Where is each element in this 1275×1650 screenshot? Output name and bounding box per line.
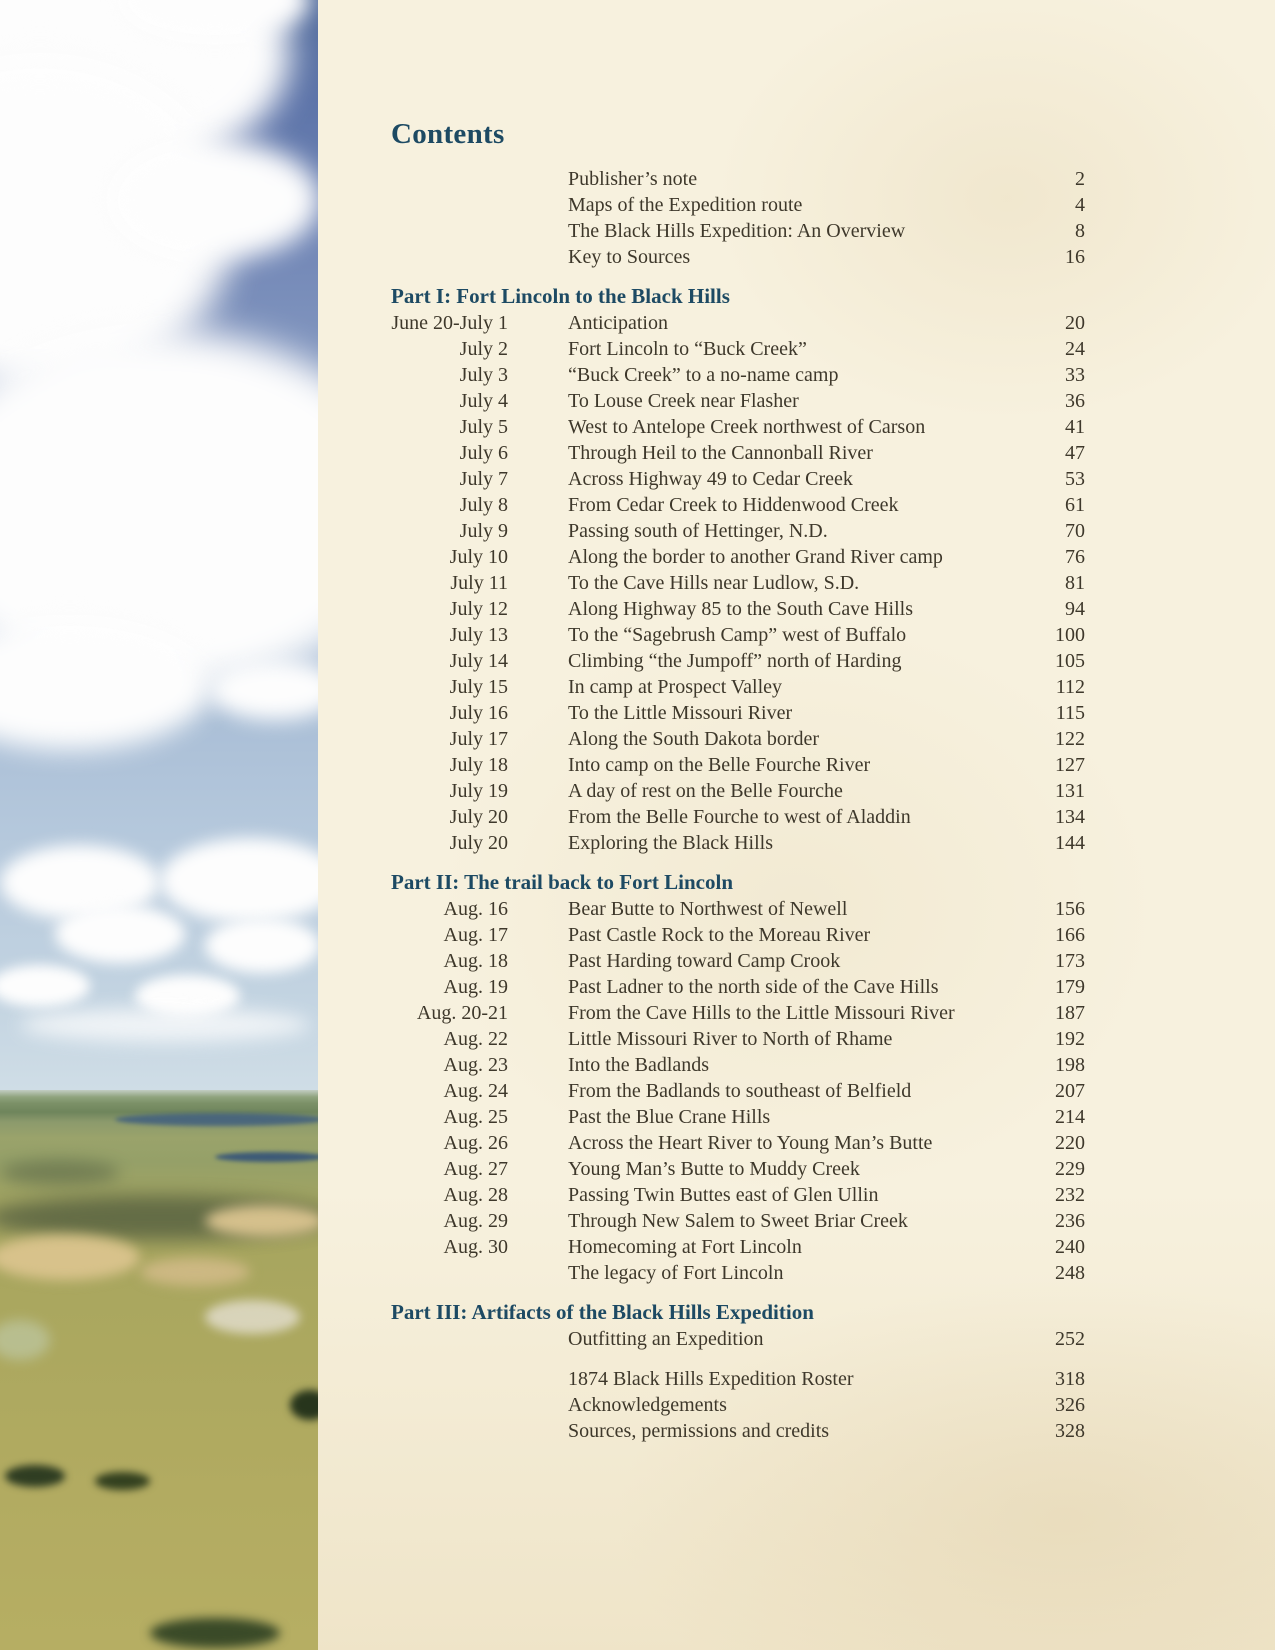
- toc-entry-date: Aug. 24: [443, 1080, 508, 1102]
- toc-entry-date: July 4: [459, 390, 508, 412]
- toc-entry: [391, 518, 1085, 544]
- toc-entry-page: 131: [1055, 780, 1085, 802]
- toc-entry-page: 166: [1055, 924, 1085, 946]
- toc-entry-date: July 8: [459, 494, 508, 516]
- part-heading: Part I: Fort Lincoln to the Black Hills: [391, 284, 730, 308]
- toc-entry-date: July 19: [449, 780, 508, 802]
- toc-entry-page: 115: [1055, 702, 1085, 724]
- toc-entry-page: 179: [1055, 976, 1085, 998]
- toc-entry-page: 252: [1055, 1328, 1085, 1350]
- toc-entry-page: 53: [1065, 468, 1085, 490]
- toc-entry-date: Aug. 28: [443, 1184, 508, 1206]
- toc-entry-page: 112: [1055, 676, 1085, 698]
- toc-entry-title: The legacy of Fort Lincoln: [568, 1262, 784, 1284]
- toc-entry: [391, 1052, 1085, 1078]
- toc-entry: [391, 804, 1085, 830]
- toc-entry-date: July 10: [449, 546, 508, 568]
- toc-entry-date: July 14: [449, 650, 508, 672]
- toc-entry: [391, 1418, 1085, 1444]
- toc-entry: [391, 948, 1085, 974]
- toc-entry-title: Along Highway 85 to the South Cave Hills: [568, 598, 913, 620]
- toc-entry-title: Along the border to another Grand River camp: [568, 546, 943, 568]
- toc-entry-page: 127: [1055, 754, 1085, 776]
- toc-entry-title: “Buck Creek” to a no-name camp: [568, 364, 839, 386]
- cloud: [55, 905, 185, 963]
- toc-entry-page: 134: [1055, 806, 1085, 828]
- toc-entry: [391, 1182, 1085, 1208]
- toc-entry-title: Sources, permissions and credits: [568, 1420, 830, 1442]
- toc-entry: [391, 336, 1085, 362]
- toc-entry-page: 4: [1075, 194, 1085, 216]
- distant-lake: [215, 1152, 318, 1162]
- toc-entry-date: Aug. 18: [443, 950, 508, 972]
- toc-entry-title: A day of rest on the Belle Fourche: [568, 780, 843, 802]
- toc-entry-title: Across the Heart River to Young Man’s Butte: [568, 1132, 933, 1154]
- toc-entry-page: 24: [1065, 338, 1085, 360]
- trees: [150, 1618, 280, 1648]
- toc-entry-page: 2: [1075, 168, 1085, 190]
- toc-entry-date: Aug. 25: [443, 1106, 508, 1128]
- toc-entry-title: Passing Twin Buttes east of Glen Ullin: [568, 1184, 879, 1206]
- shrub: [95, 1472, 150, 1490]
- toc-entry-date: July 2: [459, 338, 508, 360]
- toc-entry-date: July 9: [459, 520, 508, 542]
- toc-entry-date: Aug. 22: [443, 1028, 508, 1050]
- toc-entry-page: 16: [1065, 246, 1085, 268]
- toc-entry-date: July 7: [459, 468, 508, 490]
- toc-entry: [391, 922, 1085, 948]
- toc-entry: [391, 1104, 1085, 1130]
- toc-entry-date: July 6: [459, 442, 508, 464]
- toc-entry: [391, 192, 1085, 218]
- toc-entry-title: Through New Salem to Sweet Briar Creek: [568, 1210, 908, 1232]
- toc-entry: [391, 1326, 1085, 1352]
- toc-entry-page: 229: [1055, 1158, 1085, 1180]
- toc-entry: [391, 752, 1085, 778]
- toc-entry: [391, 362, 1085, 388]
- toc-entry: [391, 596, 1085, 622]
- toc-entry-date: July 5: [459, 416, 508, 438]
- toc-entry-title: To the “Sagebrush Camp” west of Buffalo: [568, 624, 907, 646]
- toc-entry-page: 156: [1055, 898, 1085, 920]
- toc-entry-title: Exploring the Black Hills: [568, 832, 773, 854]
- toc-entry-title: Past Castle Rock to the Moreau River: [568, 924, 871, 946]
- toc-entry-page: 318: [1055, 1368, 1085, 1390]
- toc-entry-date: Aug. 27: [443, 1158, 508, 1180]
- toc-entry-page: 173: [1055, 950, 1085, 972]
- toc-entry-title: Anticipation: [568, 312, 668, 334]
- toc-entry-title: 1874 Black Hills Expedition Roster: [568, 1368, 854, 1390]
- toc-entry-date: Aug. 26: [443, 1132, 508, 1154]
- toc-entry-title: To Louse Creek near Flasher: [568, 390, 799, 412]
- toc-entry-date: July 20: [449, 806, 508, 828]
- toc-entry: [391, 218, 1085, 244]
- toc-entry: [391, 1234, 1085, 1260]
- toc-entry-title: Publisher’s note: [568, 168, 698, 190]
- toc-entry: [391, 1208, 1085, 1234]
- toc-entry: [391, 244, 1085, 270]
- rock-outcrop: [205, 1300, 300, 1334]
- cloud: [205, 918, 318, 973]
- toc-entry: [391, 1026, 1085, 1052]
- toc-entry: [391, 492, 1085, 518]
- toc-entry-date: Aug. 17: [443, 924, 508, 946]
- toc-entry-page: 20: [1065, 312, 1085, 334]
- toc-entry: [391, 388, 1085, 414]
- toc-entry-page: 122: [1055, 728, 1085, 750]
- toc-entry-page: 240: [1055, 1236, 1085, 1258]
- toc-entry-page: 207: [1055, 1080, 1085, 1102]
- toc-entry-page: 198: [1055, 1054, 1085, 1076]
- toc-entry-date: July 20: [449, 832, 508, 854]
- toc-entry: [391, 674, 1085, 700]
- toc-entry-date: Aug. 19: [443, 976, 508, 998]
- toc-entry: [391, 700, 1085, 726]
- toc-entry-date: June 20-July 1: [391, 312, 508, 334]
- toc-entry-title: To the Little Missouri River: [568, 702, 793, 724]
- toc-entry-page: 105: [1055, 650, 1085, 672]
- toc-entry-page: 36: [1065, 390, 1085, 412]
- toc-entry-title: Acknowledgements: [568, 1394, 727, 1416]
- toc-entry: [391, 1130, 1085, 1156]
- toc-entry-page: 220: [1055, 1132, 1085, 1154]
- toc-entry-page: 192: [1055, 1028, 1085, 1050]
- toc-entry: [391, 166, 1085, 192]
- toc-entry-title: The Black Hills Expedition: An Overview: [568, 220, 906, 242]
- toc-entry-date: Aug. 23: [443, 1054, 508, 1076]
- toc-entry-page: 81: [1065, 572, 1085, 594]
- toc-entry: [391, 648, 1085, 674]
- toc-entry-title: Key to Sources: [568, 246, 691, 268]
- toc-entry: [391, 440, 1085, 466]
- toc-entry-title: From the Belle Fourche to west of Aladdin: [568, 806, 911, 828]
- toc-entry-title: Maps of the Expedition route: [568, 194, 803, 216]
- toc-entry-title: Past Harding toward Camp Crook: [568, 950, 841, 972]
- toc-entry-title: Young Man’s Butte to Muddy Creek: [568, 1158, 860, 1180]
- toc-entry-date: July 13: [449, 624, 508, 646]
- toc-entry: [391, 896, 1085, 922]
- toc-entry-date: Aug. 20-21: [416, 1002, 508, 1024]
- toc-entry-page: 70: [1065, 520, 1085, 542]
- contents-column: [318, 0, 1085, 1444]
- cloud: [110, 140, 318, 260]
- tan-field: [140, 1258, 250, 1286]
- toc-entry-date: July 17: [449, 728, 508, 750]
- toc-entry-date: Aug. 29: [443, 1210, 508, 1232]
- toc-entry-title: Bear Butte to Northwest of Newell: [568, 898, 848, 920]
- toc-entry-page: 236: [1055, 1210, 1085, 1232]
- toc-entry-page: 33: [1065, 364, 1085, 386]
- toc-entry-page: 187: [1055, 1002, 1085, 1024]
- toc-entry-page: 326: [1055, 1394, 1085, 1416]
- toc-entry-title: Into the Badlands: [568, 1054, 710, 1076]
- toc-entry-page: 8: [1075, 220, 1085, 242]
- toc-entry: [391, 830, 1085, 856]
- toc-entry-title: Past the Blue Crane Hills: [568, 1106, 771, 1128]
- toc-entry-page: 61: [1065, 494, 1085, 516]
- table-of-contents: [391, 166, 1085, 1444]
- toc-entry-page: 328: [1055, 1420, 1085, 1442]
- toc-entry-title: Homecoming at Fort Lincoln: [568, 1236, 802, 1258]
- toc-entry: [391, 1366, 1085, 1392]
- toc-entry-page: 248: [1055, 1262, 1085, 1284]
- toc-entry-title: Passing south of Hettinger, N.D.: [568, 520, 828, 542]
- toc-entry: [391, 778, 1085, 804]
- distant-lake: [115, 1113, 318, 1126]
- toc-entry: [391, 1392, 1085, 1418]
- field-shadow: [0, 1160, 120, 1185]
- contents-page: [318, 0, 1275, 1650]
- toc-entry-date: Aug. 16: [443, 898, 508, 920]
- toc-entry-date: July 16: [449, 702, 508, 724]
- prairie-photo: [0, 0, 318, 1650]
- toc-entry-page: 144: [1055, 832, 1085, 854]
- toc-entry-title: From Cedar Creek to Hiddenwood Creek: [568, 494, 899, 516]
- toc-entry: [391, 544, 1085, 570]
- page-title: Contents: [391, 118, 505, 150]
- toc-entry: [391, 310, 1085, 336]
- toc-entry-title: In camp at Prospect Valley: [568, 676, 783, 698]
- toc-entry-title: Fort Lincoln to “Buck Creek”: [568, 338, 807, 360]
- toc-entry: [391, 726, 1085, 752]
- toc-entry-title: Through Heil to the Cannonball River: [568, 442, 873, 464]
- toc-entry: [391, 1260, 1085, 1286]
- toc-entry: [391, 622, 1085, 648]
- toc-entry-page: 76: [1065, 546, 1085, 568]
- toc-entry-date: July 18: [449, 754, 508, 776]
- toc-entry: [391, 466, 1085, 492]
- part-heading: Part II: The trail back to Fort Lincoln: [391, 870, 734, 894]
- toc-entry-date: July 12: [449, 598, 508, 620]
- toc-entry-date: July 11: [450, 572, 508, 594]
- shrub: [5, 1465, 65, 1487]
- toc-entry: [391, 1156, 1085, 1182]
- toc-entry-title: Into camp on the Belle Fourche River: [568, 754, 871, 776]
- toc-entry-title: From the Cave Hills to the Little Missouri River: [568, 1002, 955, 1024]
- toc-entry: [391, 1000, 1085, 1026]
- toc-entry-page: 94: [1065, 598, 1085, 620]
- toc-entry-page: 232: [1055, 1184, 1085, 1206]
- toc-entry-title: Little Missouri River to North of Rhame: [568, 1028, 893, 1050]
- part-heading: Part III: Artifacts of the Black Hills Expedition: [391, 1300, 814, 1324]
- cloud-haze: [20, 1008, 310, 1042]
- toc-entry: [391, 1078, 1085, 1104]
- toc-entry-title: Along the South Dakota border: [568, 728, 820, 750]
- toc-entry-title: Climbing “the Jumpoff” north of Harding: [568, 650, 902, 672]
- toc-entry-date: July 15: [449, 676, 508, 698]
- toc-entry-title: Past Ladner to the north side of the Cave Hills: [568, 976, 939, 998]
- tan-field: [205, 1205, 318, 1237]
- toc-entry: [391, 414, 1085, 440]
- toc-entry: [391, 974, 1085, 1000]
- toc-entry-date: July 3: [459, 364, 508, 386]
- toc-entry: [391, 570, 1085, 596]
- toc-entry-date: Aug. 30: [443, 1236, 508, 1258]
- toc-entry-page: 214: [1055, 1106, 1085, 1128]
- toc-entry-page: 41: [1065, 416, 1085, 438]
- toc-entry-page: 100: [1055, 624, 1085, 646]
- toc-entry-title: Across Highway 49 to Cedar Creek: [568, 468, 853, 490]
- toc-entry-title: From the Badlands to southeast of Belfield: [568, 1080, 912, 1102]
- toc-entry-title: Outfitting an Expedition: [568, 1328, 764, 1350]
- toc-entry-title: West to Antelope Creek northwest of Carson: [568, 416, 926, 438]
- toc-entry-page: 47: [1065, 442, 1085, 464]
- toc-entry-title: To the Cave Hills near Ludlow, S.D.: [568, 572, 860, 594]
